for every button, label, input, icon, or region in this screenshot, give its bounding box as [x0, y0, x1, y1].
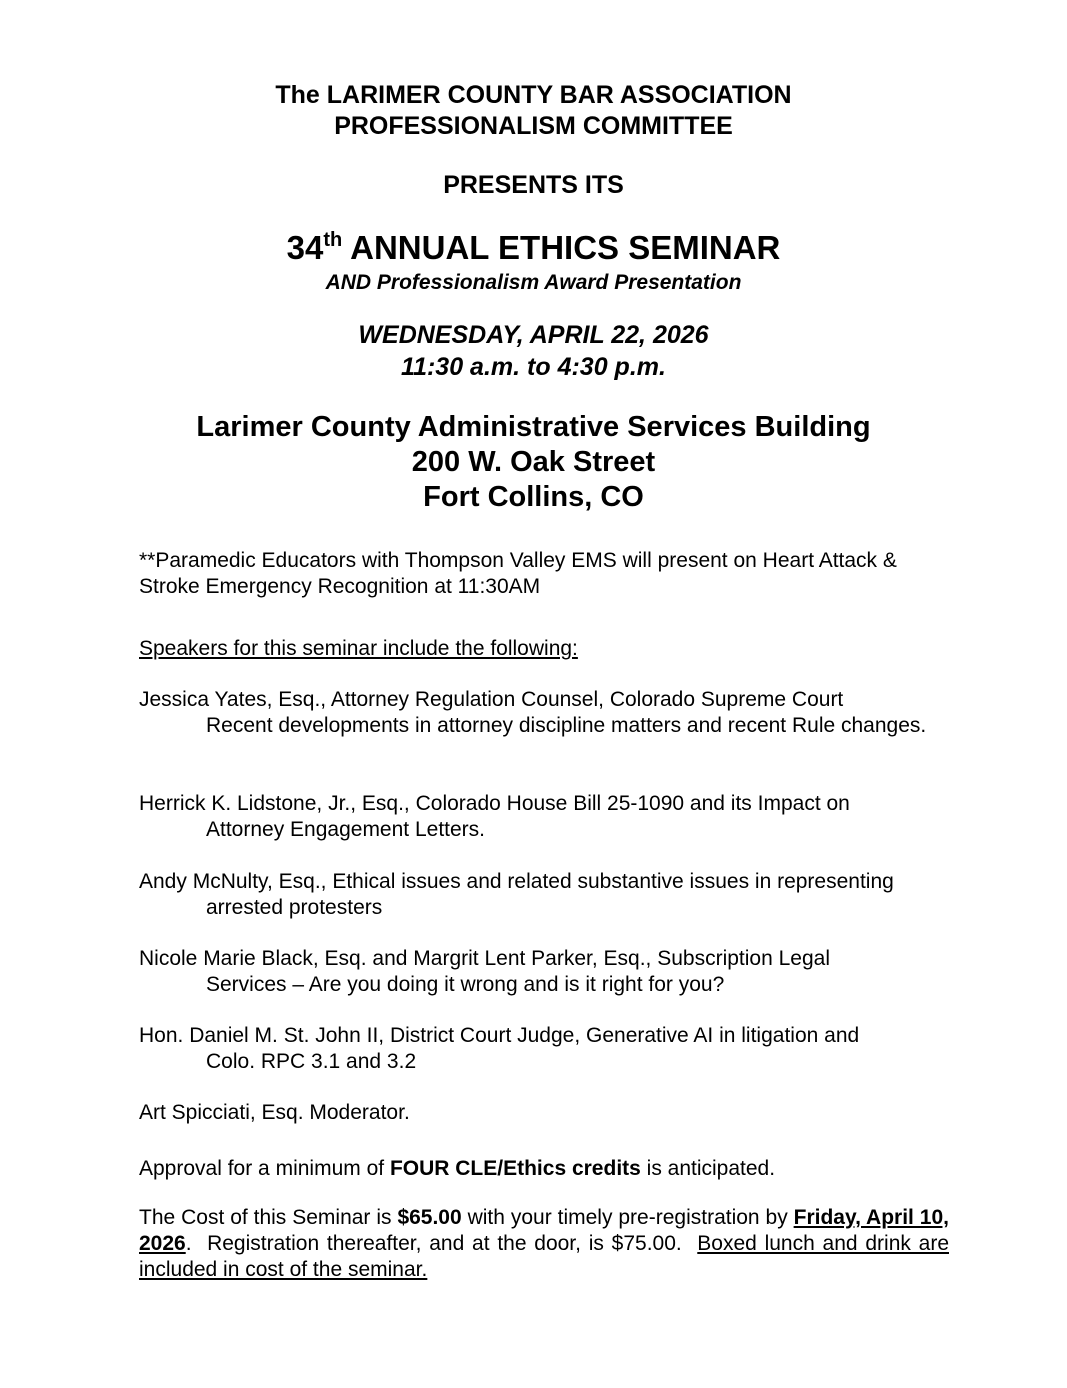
speaker-entry [139, 687, 949, 739]
lunch-note: Boxed lunch and drink are included in cost of the seminar. [139, 1232, 949, 1281]
speaker-name-line: Hon. Daniel M. St. John II, District Court Judge, Generative AI in litigation and [139, 1024, 860, 1047]
event-date: WEDNESDAY, APRIL 22, 2026 [358, 321, 709, 349]
venue-block [0, 410, 1067, 515]
speaker-entry [139, 869, 949, 921]
paramedic-note: **Paramedic Educators with Thompson Valley EMS will present on Heart Attack & Stroke Emergency Recognition at 11:30AM [139, 549, 897, 598]
award-subtitle: AND Professionalism Award Presentation [325, 271, 742, 294]
speaker-topic: arrested protesters [206, 896, 383, 919]
speaker-name-line: Nicole Marie Black, Esq. and Margrit Lent Parker, Esq., Subscription Legal [139, 947, 830, 970]
organizer-line-2: PROFESSIONALISM COMMITTEE [334, 112, 733, 140]
seminar-number: 34 [286, 229, 324, 266]
presents-line: PRESENTS ITS [443, 171, 624, 199]
speaker-name-line: Andy McNulty, Esq., Ethical issues and related substantive issues in representing [139, 870, 894, 893]
late-registration-text: . Registration thereafter, and at the door, is $75.00. [185, 1232, 698, 1255]
moderator-line: Art Spicciati, Esq. Moderator. [139, 1101, 410, 1124]
venue-building: Larimer County Administrative Services Building [196, 411, 871, 443]
speaker-entry [139, 946, 949, 998]
registration-deadline: Friday, April 10, 2026 [139, 1206, 950, 1255]
speaker-topic: Services – Are you doing it wrong and is it right for you? [206, 973, 725, 996]
seminar-title [0, 227, 1067, 269]
organizer-line-1: The LARIMER COUNTY BAR ASSOCIATION [275, 81, 792, 109]
organizer-heading [0, 80, 1067, 142]
speaker-topic: Attorney Engagement Letters. [206, 818, 485, 841]
speaker-topic: Colo. RPC 3.1 and 3.2 [206, 1050, 417, 1073]
speaker-name-line: Herrick K. Lidstone, Jr., Esq., Colorado House Bill 25-1090 and its Impact on [139, 792, 850, 815]
cle-credits: FOUR CLE/Ethics credits [389, 1157, 641, 1180]
speaker-topic: Recent developments in attorney discipline matters and recent Rule changes. [206, 714, 927, 737]
cost-text-middle: with your timely pre-registration by [461, 1206, 794, 1229]
speaker-name-line: Jessica Yates, Esq., Attorney Regulation Counsel, Colorado Supreme Court [139, 688, 844, 711]
venue-street: 200 W. Oak Street [411, 446, 656, 478]
approval-text: Approval for a minimum of [139, 1157, 390, 1180]
speakers-heading: Speakers for this seminar include the following: [139, 637, 578, 660]
seminar-ordinal-suffix: th [323, 229, 343, 251]
speaker-entry [139, 791, 949, 843]
seminar-title-text: ANNUAL ETHICS SEMINAR [342, 229, 781, 266]
event-datetime [0, 319, 1067, 383]
approval-text-end: is anticipated. [640, 1157, 776, 1180]
cle-approval-note [139, 1156, 949, 1182]
early-price: $65.00 [397, 1206, 462, 1229]
event-time: 11:30 a.m. to 4:30 p.m. [401, 353, 666, 381]
speaker-entry [139, 1023, 949, 1075]
venue-city: Fort Collins, CO [423, 481, 644, 513]
cost-paragraph [139, 1205, 949, 1283]
cost-text: The Cost of this Seminar is [139, 1206, 398, 1229]
